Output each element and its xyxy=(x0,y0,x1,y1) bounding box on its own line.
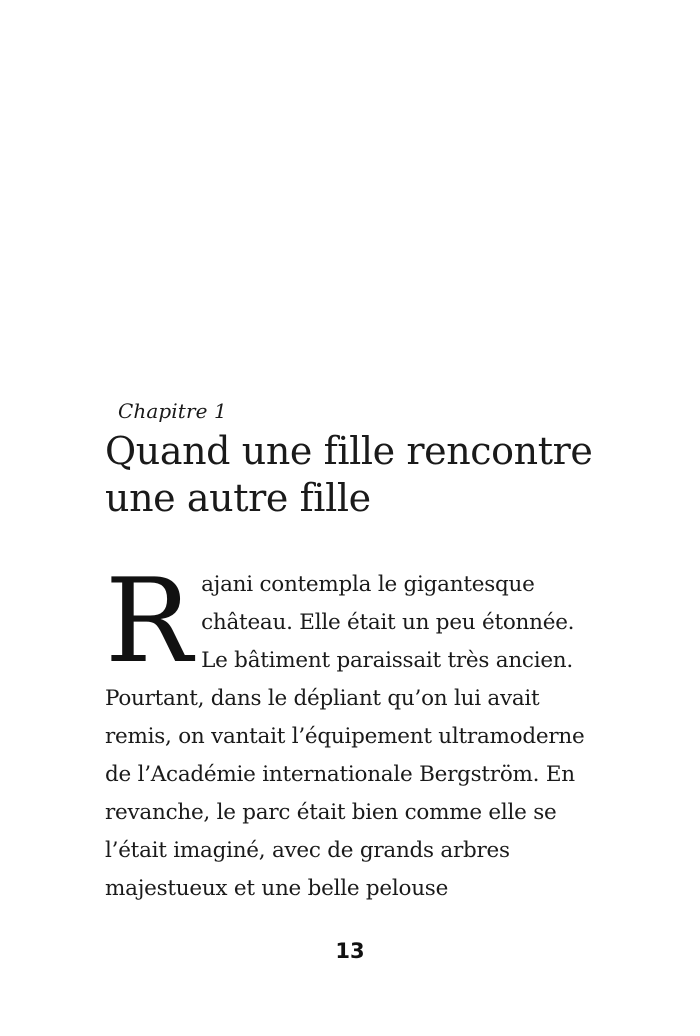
chapter-label: Chapitre 1 xyxy=(118,399,227,423)
body-paragraph xyxy=(105,554,597,908)
page-number: 13 xyxy=(335,939,365,963)
chapter-title-line-2: une autre fille xyxy=(105,476,371,520)
drop-cap-letter: R xyxy=(105,554,193,689)
page-title xyxy=(105,428,597,522)
paragraph-text: ajani contempla le gigantesque château. Elle était un peu étonnée. Le bâtiment paraissait très ancien. Pourtant, dans le dépliant qu’on lui avait remis, on vantait l’équipement ultramoderne de l’Académie internationale Bergström. En revanche, le parc était bien comme elle se l’était imaginé, avec de grands arbres majestueux et une belle pelouse xyxy=(105,572,585,901)
chapter-title-line-1: Quand une fille rencontre xyxy=(105,429,593,473)
chapter-text-block xyxy=(105,398,597,908)
